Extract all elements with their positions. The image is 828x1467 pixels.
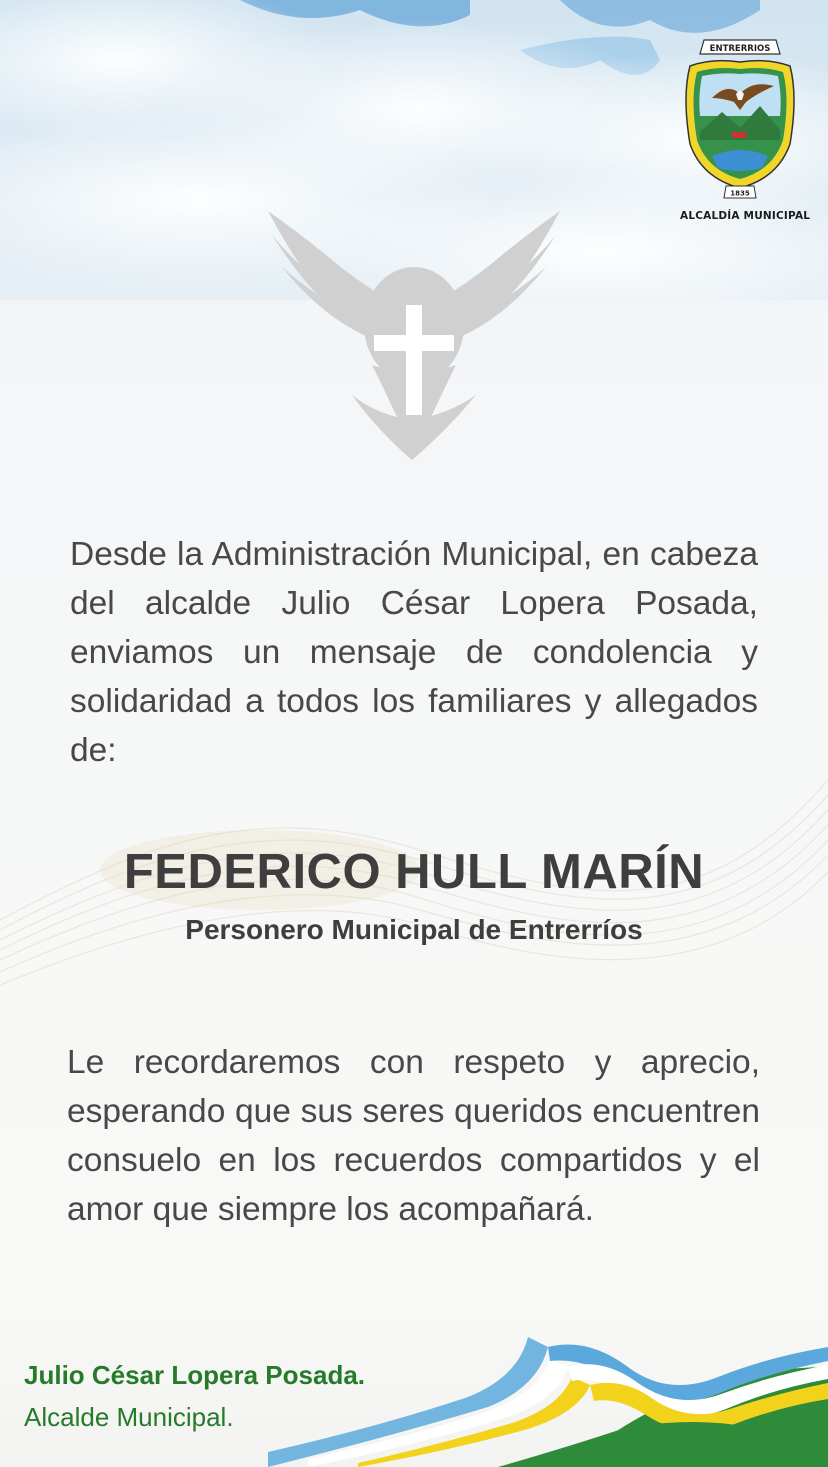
municipal-logo (680, 36, 811, 226)
flag-ribbon (268, 1327, 828, 1467)
logo-banner-text: ENTRERRIOS (709, 44, 771, 54)
condolence-message-intro: Desde la Administración Municipal, en cabeza del alcalde Julio César Lopera Posada, enviamos un mensaje de condolencia y solidaridad a todos los familiares y allegados de: (70, 536, 758, 769)
signature-title: Alcalde Municipal. (24, 1402, 234, 1432)
municipal-shield-icon (682, 36, 798, 206)
decorative-wave (0, 760, 828, 1060)
dove-with-cross-icon (262, 205, 566, 465)
condolence-message-closing: Le recordaremos con respeto y aprecio, esperando que sus seres queridos encuentren consuelo en los recuerdos compartidos y el amor que siempre los acompañará. (67, 1044, 760, 1228)
deceased-name: FEDERICO HULL MARÍN (123, 845, 705, 899)
logo-year: 1835 (730, 189, 750, 198)
deceased-role: Personero Municipal de Entrerríos (185, 914, 643, 945)
logo-caption: ALCALDÍA MUNICIPAL (680, 210, 811, 222)
signature-name: Julio César Lopera Posada. (24, 1360, 366, 1390)
